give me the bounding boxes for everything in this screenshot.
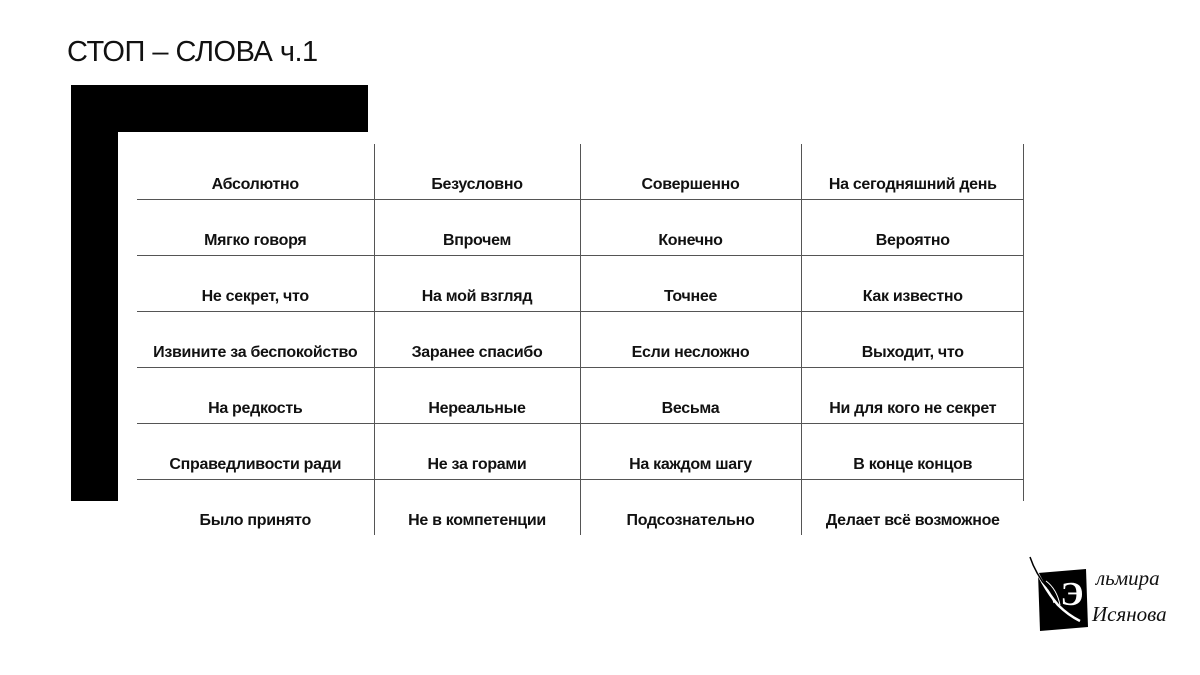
table-cell: Безусловно: [374, 144, 580, 200]
table-cell: Впрочем: [374, 200, 580, 256]
logo-name-line2: Исянова: [1092, 602, 1167, 626]
table-cell: Выходит, что: [801, 312, 1024, 368]
table-cell: Вероятно: [801, 200, 1024, 256]
table-cell: Не секрет, что: [137, 256, 374, 312]
stop-words-table: [137, 144, 1024, 535]
table-cell: Как известно: [801, 256, 1024, 312]
table-cell: Нереальные: [374, 368, 580, 424]
table-cell: Не в компетенции: [374, 480, 580, 536]
table-cell: Совершенно: [580, 144, 801, 200]
table-cell: Точнее: [580, 256, 801, 312]
table-cell: Заранее спасибо: [374, 312, 580, 368]
logo-name-line1: льмира: [1096, 566, 1160, 590]
page-title: СТОП – СЛОВА ч.1: [67, 36, 318, 68]
table-cell: Абсолютно: [137, 144, 374, 200]
table-cell: Справедливости ради: [137, 424, 374, 480]
table-row: [137, 312, 1024, 368]
table-row: [137, 144, 1024, 200]
table-row: [137, 480, 1024, 536]
logo-letter: Э: [1060, 576, 1084, 613]
table-cell: Если несложно: [580, 312, 801, 368]
table-row: [137, 200, 1024, 256]
table-cell: Ни для кого не секрет: [801, 368, 1024, 424]
bracket-left-bar: [71, 85, 118, 501]
table-cell: Конечно: [580, 200, 801, 256]
table-cell: Не за горами: [374, 424, 580, 480]
table-cell: Делает всё возможное: [801, 480, 1024, 536]
table-cell: Извините за беспокойство: [137, 312, 374, 368]
table-cell: Мягко говоря: [137, 200, 374, 256]
author-logo: [1028, 555, 1188, 635]
table-cell: Подсознательно: [580, 480, 801, 536]
table-cell: Весьма: [580, 368, 801, 424]
table-cell: В конце концов: [801, 424, 1024, 480]
table-cell: На редкость: [137, 368, 374, 424]
table-right-border: [1023, 144, 1024, 501]
table-cell: На сегодняшний день: [801, 144, 1024, 200]
table-cell: На каждом шагу: [580, 424, 801, 480]
table-row: [137, 368, 1024, 424]
table-row: [137, 256, 1024, 312]
table-cell: На мой взгляд: [374, 256, 580, 312]
table-cell: Было принято: [199, 512, 311, 529]
table-row: [137, 424, 1024, 480]
